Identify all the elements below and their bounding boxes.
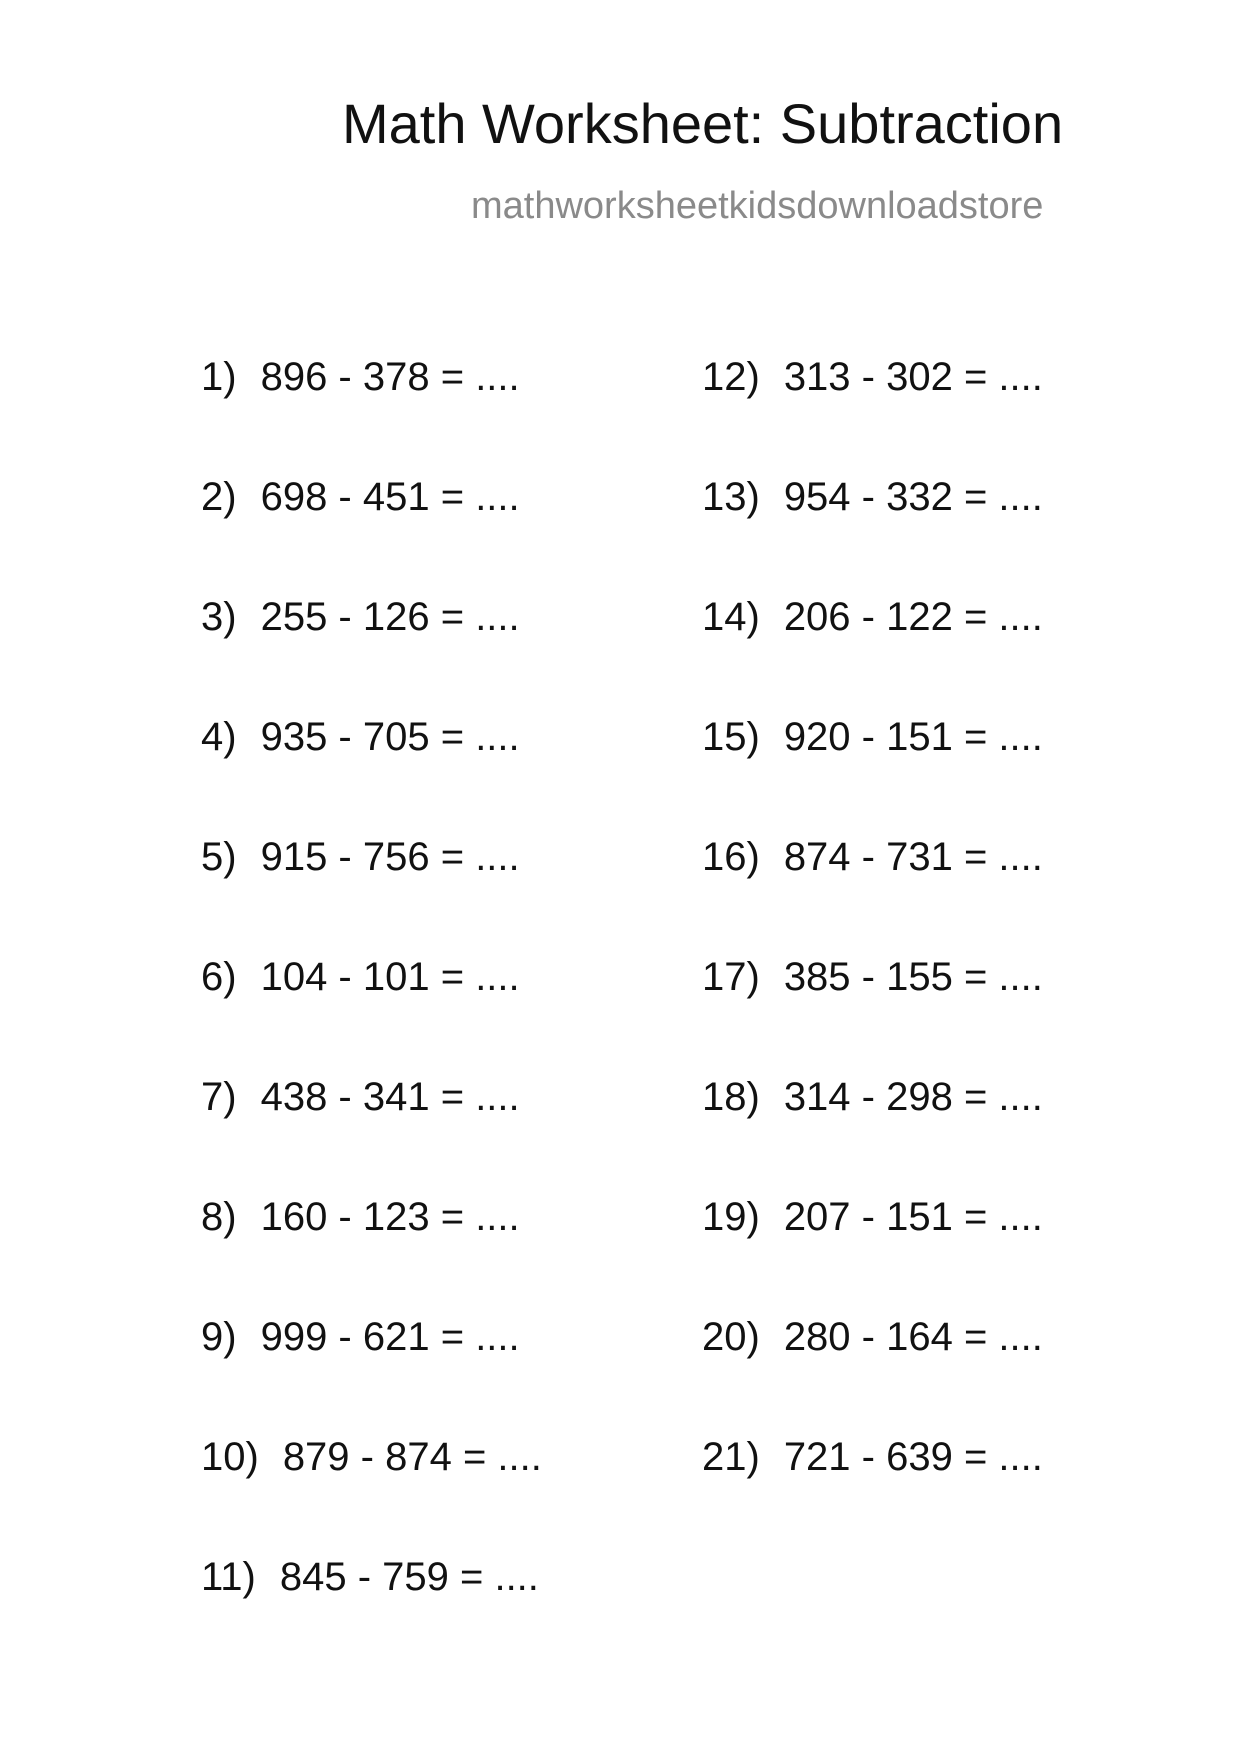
problem-number: 9) bbox=[201, 1315, 237, 1359]
problem-expression: 313 - 302 = .... bbox=[783, 355, 1043, 399]
problem-number: 19) bbox=[702, 1195, 760, 1239]
problem-number: 12) bbox=[702, 355, 760, 399]
problem-expression: 438 - 341 = .... bbox=[260, 1075, 520, 1119]
problem-number: 8) bbox=[201, 1195, 237, 1239]
problem-expression: 255 - 126 = .... bbox=[260, 595, 520, 639]
problem-number: 20) bbox=[702, 1315, 760, 1359]
page-title: Math Worksheet: Subtraction bbox=[342, 92, 1064, 155]
problem-item bbox=[201, 837, 542, 957]
problem-number: 11) bbox=[201, 1555, 256, 1599]
page-subtitle: mathworksheetkidsdownloadstore bbox=[471, 185, 1044, 227]
problem-number: 17) bbox=[702, 955, 760, 999]
problem-number: 4) bbox=[201, 715, 237, 759]
problem-item bbox=[201, 717, 542, 837]
problem-item bbox=[201, 1317, 542, 1437]
problem-item bbox=[702, 357, 1043, 477]
problem-expression: 104 - 101 = .... bbox=[260, 955, 520, 999]
problem-number: 10) bbox=[201, 1435, 259, 1479]
problem-item bbox=[702, 1317, 1043, 1437]
problem-item bbox=[201, 597, 542, 717]
problem-item bbox=[201, 1437, 542, 1557]
problem-item bbox=[702, 1197, 1043, 1317]
problem-item bbox=[702, 837, 1043, 957]
problem-number: 5) bbox=[201, 835, 237, 879]
problem-item bbox=[201, 957, 542, 1077]
problem-expression: 999 - 621 = .... bbox=[260, 1315, 520, 1359]
problem-expression: 874 - 731 = .... bbox=[783, 835, 1043, 879]
problem-expression: 920 - 151 = .... bbox=[783, 715, 1043, 759]
problem-item bbox=[702, 477, 1043, 597]
problem-number: 18) bbox=[702, 1075, 760, 1119]
problem-item bbox=[702, 597, 1043, 717]
problem-item bbox=[201, 1197, 542, 1317]
problem-item bbox=[702, 717, 1043, 837]
problem-number: 21) bbox=[702, 1435, 760, 1479]
problem-expression: 954 - 332 = .... bbox=[783, 475, 1043, 519]
problem-item bbox=[201, 477, 542, 597]
problem-expression: 280 - 164 = .... bbox=[783, 1315, 1043, 1359]
problem-expression: 385 - 155 = .... bbox=[783, 955, 1043, 999]
problem-expression: 915 - 756 = .... bbox=[260, 835, 520, 879]
problem-column-left bbox=[201, 357, 542, 1677]
problem-number: 7) bbox=[201, 1075, 237, 1119]
problem-expression: 207 - 151 = .... bbox=[783, 1195, 1043, 1239]
problem-number: 15) bbox=[702, 715, 760, 759]
problem-number: 2) bbox=[201, 475, 237, 519]
problem-expression: 206 - 122 = .... bbox=[783, 595, 1043, 639]
problem-item bbox=[201, 357, 542, 477]
problem-item bbox=[702, 1437, 1043, 1557]
problem-item bbox=[702, 1077, 1043, 1197]
problem-expression: 935 - 705 = .... bbox=[260, 715, 520, 759]
problem-expression: 698 - 451 = .... bbox=[260, 475, 520, 519]
problem-number: 13) bbox=[702, 475, 760, 519]
problem-expression: 845 - 759 = .... bbox=[279, 1555, 539, 1599]
problem-expression: 879 - 874 = .... bbox=[282, 1435, 542, 1479]
problem-number: 1) bbox=[201, 355, 237, 399]
problem-number: 14) bbox=[702, 595, 760, 639]
problem-expression: 896 - 378 = .... bbox=[260, 355, 520, 399]
problem-expression: 314 - 298 = .... bbox=[783, 1075, 1043, 1119]
problem-number: 16) bbox=[702, 835, 760, 879]
problem-number: 3) bbox=[201, 595, 237, 639]
problem-expression: 160 - 123 = .... bbox=[260, 1195, 520, 1239]
problem-item bbox=[702, 957, 1043, 1077]
problem-item bbox=[201, 1077, 542, 1197]
problem-column-right bbox=[702, 357, 1043, 1557]
problem-item bbox=[201, 1557, 542, 1677]
problem-number: 6) bbox=[201, 955, 237, 999]
problem-expression: 721 - 639 = .... bbox=[783, 1435, 1043, 1479]
